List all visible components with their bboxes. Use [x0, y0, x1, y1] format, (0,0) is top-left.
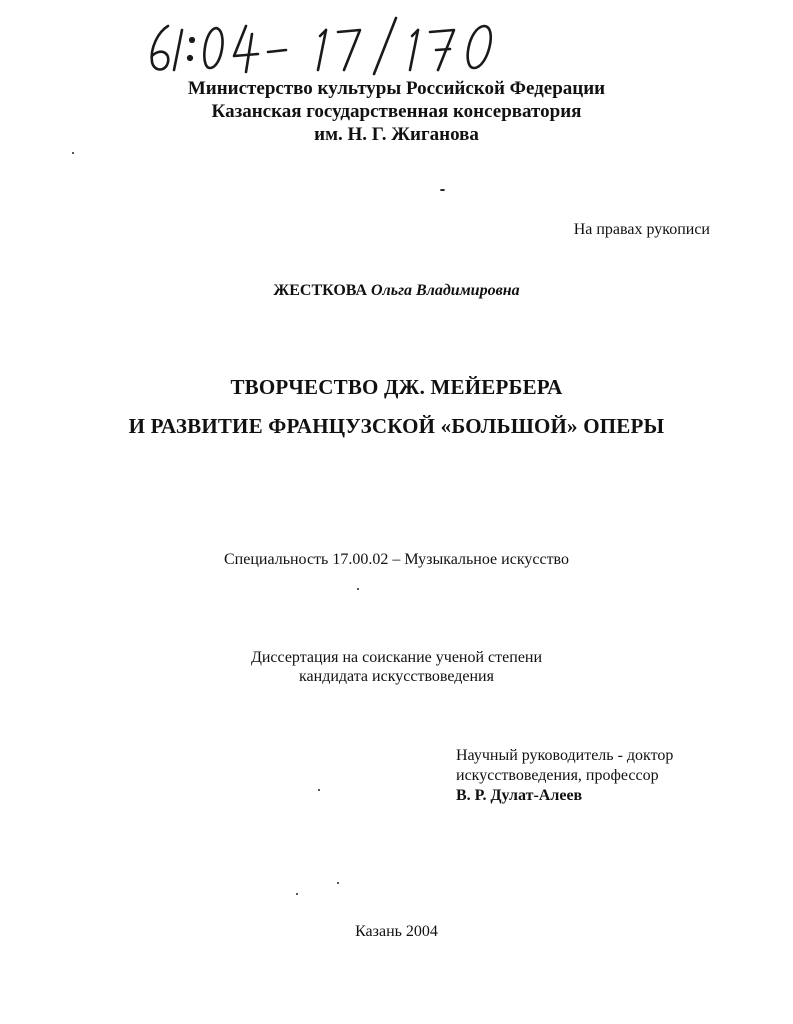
specialty: Специальность 17.00.02 – Музыкальное искусство	[224, 551, 569, 568]
scan-speck	[72, 152, 74, 154]
degree-line1: Диссертация на соискание ученой степени	[250, 649, 543, 666]
scan-speck	[440, 189, 445, 191]
scan-speck	[357, 588, 359, 590]
advisor-name: В. Р. Дулат-Алеев	[456, 787, 583, 804]
ministry-name: Министерство культуры Российской Федерации	[187, 78, 606, 99]
scan-speck	[296, 893, 298, 895]
thesis-title-line1: ТВОРЧЕСТВО ДЖ. МЕЙЕРБЕРА	[230, 375, 563, 399]
place-and-year: Казань 2004	[355, 923, 438, 940]
advisor-line2: искусствоведения, профессор	[456, 767, 659, 784]
author-name	[0, 282, 793, 300]
author-given-names: Ольга Владимировна	[371, 282, 520, 299]
scan-speck	[318, 789, 320, 791]
rights-note: На правах рукописи	[573, 221, 710, 238]
thesis-title-line2: И РАЗВИТИЕ ФРАНЦУЗСКОЙ «БОЛЬШОЙ» ОПЕРЫ	[128, 414, 665, 438]
handwritten-archive-number	[138, 12, 528, 78]
institution-named-after: им. Н. Г. Жиганова	[314, 124, 479, 145]
advisor-line1: Научный руководитель - доктор	[456, 747, 674, 764]
institution-name: Казанская государственная консерватория	[211, 101, 582, 122]
scan-speck	[337, 882, 339, 884]
author-surname: ЖЕСТКОВА	[273, 282, 367, 299]
degree-line2: кандидата искусствоведения	[299, 668, 494, 685]
